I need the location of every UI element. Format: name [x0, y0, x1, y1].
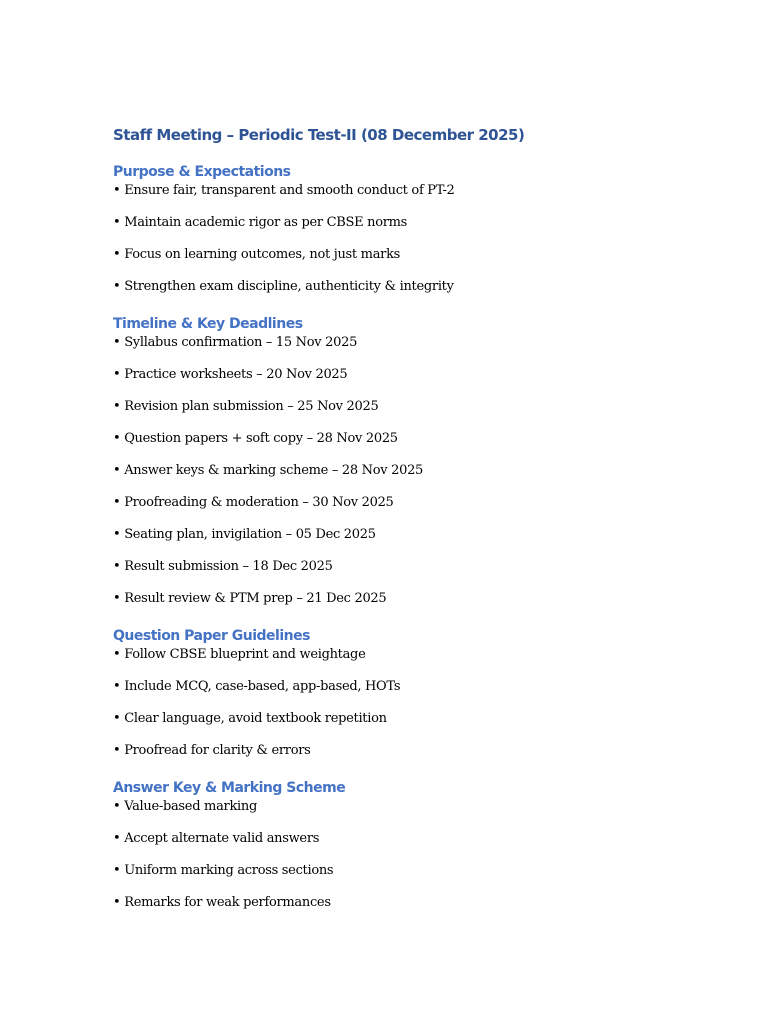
section-question-paper-guidelines — [113, 625, 713, 775]
list-item: • Question papers + soft copy – 28 Nov 2025 — [113, 431, 398, 446]
section-heading: Timeline & Key Deadlines — [113, 316, 303, 332]
list-item: • Remarks for weak performances — [113, 895, 331, 910]
section-answer-key-marking — [113, 777, 713, 927]
list-item: • Practice worksheets – 20 Nov 2025 — [113, 367, 348, 382]
list-item: • Result review & PTM prep – 21 Dec 2025 — [113, 591, 387, 606]
list-item: • Maintain academic rigor as per CBSE norms — [113, 215, 408, 230]
section-heading: Question Paper Guidelines — [113, 628, 310, 644]
list-item: • Seating plan, invigilation – 05 Dec 2025 — [113, 527, 376, 542]
list-item: • Clear language, avoid textbook repetition — [113, 711, 387, 726]
list-item: • Follow CBSE blueprint and weightage — [113, 647, 366, 662]
list-item: • Syllabus confirmation – 15 Nov 2025 — [113, 335, 358, 350]
section-heading: Answer Key & Marking Scheme — [113, 780, 346, 796]
document-page — [113, 0, 713, 1024]
section-timeline-deadlines — [113, 313, 713, 623]
document-title: Staff Meeting – Periodic Test-II (08 December 2025) — [113, 126, 525, 144]
list-item: • Result submission – 18 Dec 2025 — [113, 559, 333, 574]
list-item: • Accept alternate valid answers — [113, 831, 320, 846]
list-item: • Uniform marking across sections — [113, 863, 334, 878]
list-item: • Proofread for clarity & errors — [113, 743, 311, 758]
list-item: • Proofreading & moderation – 30 Nov 2025 — [113, 495, 394, 510]
list-item: • Revision plan submission – 25 Nov 2025 — [113, 399, 379, 414]
section-heading: Purpose & Expectations — [113, 164, 291, 180]
list-item: • Value-based marking — [113, 799, 257, 814]
list-item: • Strengthen exam discipline, authenticity & integrity — [113, 279, 454, 294]
list-item: • Ensure fair, transparent and smooth conduct of PT-2 — [113, 183, 455, 198]
section-purpose-expectations — [113, 161, 713, 311]
list-item: • Include MCQ, case-based, app-based, HOTs — [113, 679, 401, 694]
list-item: • Focus on learning outcomes, not just marks — [113, 247, 401, 262]
list-item: • Answer keys & marking scheme – 28 Nov 2025 — [113, 463, 424, 478]
